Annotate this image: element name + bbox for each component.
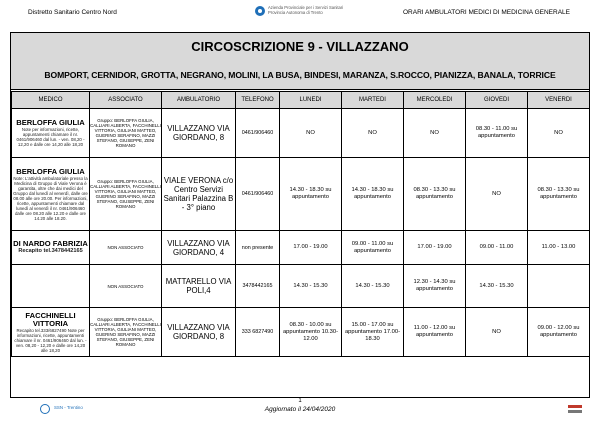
district-name: Distretto Sanitario Centro Nord [28, 9, 117, 16]
giovedi-cell: 09.00 - 11.00 [466, 231, 528, 265]
telefono-cell: 3478442165 [236, 265, 280, 308]
venerdi-cell [528, 265, 590, 308]
martedi-cell: 14.30 - 15.30 [342, 265, 404, 308]
lunedi-cell: 14.30 - 18.30 su appuntamento [280, 158, 342, 231]
lunedi-cell: NO [280, 109, 342, 158]
document-title: ORARI AMBULATORI MEDICI DI MEDICINA GENERALE [403, 9, 570, 16]
district-banner [11, 33, 589, 90]
apss-logo-text: Azienda Provinciale per i Servizi Sanitari Provincia Autonoma di Trento [268, 5, 344, 15]
medico-cell [12, 265, 90, 308]
col-ambulatorio: AMBULATORIO [162, 92, 236, 109]
col-martedi: MARTEDI [342, 92, 404, 109]
col-medico: MEDICO [12, 92, 90, 109]
mercoledi-cell: 12.30 - 14.30 su appuntamento [404, 265, 466, 308]
ambulatorio-cell: MATTARELLO VIA POLI,4 [162, 265, 236, 308]
circoscrizione-title: CIRCOSCRIZIONE 9 - VILLAZZANO [191, 39, 409, 54]
medico-name: BERLOFFA GIULIA [16, 166, 85, 176]
schedule-table [11, 91, 590, 357]
medico-note: Recapito tel.3478442165 [18, 248, 83, 254]
col-venerdi: VENERDI [528, 92, 590, 109]
medico-name: BERLOFFA GIULIA [16, 118, 85, 127]
associato-cell: NON ASSOCIATO [90, 231, 162, 265]
col-associato: ASSOCIATO [90, 92, 162, 109]
venerdi-cell: NO [528, 109, 590, 158]
schedule-sheet [10, 32, 590, 398]
ssn-logo-text: SSN - Trentino [54, 405, 83, 410]
ambulatorio-cell: VILLAZZANO VIA GIORDANO, 8 [162, 109, 236, 158]
giovedi-cell: 14.30 - 15.30 [466, 265, 528, 308]
giovedi-cell: 08.30 - 11.00 su appuntamento [466, 109, 528, 158]
medico-cell [12, 158, 90, 231]
col-telefono: TELEFONO [236, 92, 280, 109]
telefono-cell: non presente [236, 231, 280, 265]
venerdi-cell: 08.30 - 13.30 su appuntamento [528, 158, 590, 231]
giovedi-cell: NO [466, 158, 528, 231]
last-updated: Aggiornato il 24/04/2020 [264, 406, 336, 413]
lunedi-cell: 17.00 - 19.00 [280, 231, 342, 265]
telefono-cell: 0461/906460 [236, 158, 280, 231]
ambulatorio-cell: VILLAZZANO VIA GIORDANO, 8 [162, 308, 236, 357]
medico-cell [12, 231, 90, 265]
medico-name: DI NARDO FABRIZIA [13, 239, 88, 248]
col-mercoledi: MERCOLEDI [404, 92, 466, 109]
associato-cell: Gruppo: BERLOFFA GIULIA, CALLIARI ALBERTA, FACCHINELLI VITTORIA, GIULIANI MATTEO, GUERINO SERAFINO, MAZZI STEFANO, GIUSEPPE, ZENI ROMANO [90, 308, 162, 357]
localities-list: BOMPORT, CERNIDOR, GROTTA, NEGRANO, MOLINI, LA BUSA, BINDESI, MARANZA, S.ROCCO, PIANIZZA, BANALA, TORRICE [44, 70, 556, 80]
telefono-cell: 333 6827490 [236, 308, 280, 357]
lunedi-cell: 14.30 - 15.30 [280, 265, 342, 308]
col-lunedi: LUNEDI [280, 92, 342, 109]
martedi-cell: NO [342, 109, 404, 158]
medico-cell [12, 308, 90, 357]
apss-logo [255, 5, 365, 21]
venerdi-cell: 11.00 - 13.00 [528, 231, 590, 265]
ambulatorio-cell: VIALE VERONA c/o Centro Servizi Sanitari Palazzina B - 3° piano [162, 158, 236, 231]
lunedi-cell: 08.30 - 10.00 su appuntamento 10.30-12.00 [280, 308, 342, 357]
ambulatorio-cell: VILLAZZANO VIA GIORDANO, 4 [162, 231, 236, 265]
mercoledi-cell: 11.00 - 12.00 su appuntamento [404, 308, 466, 357]
table-row [12, 231, 590, 265]
table-header-row [12, 92, 590, 109]
table-row [12, 265, 590, 308]
medico-note: Note per informazioni, ricette, appuntamenti chiamare il nr. 0461/906460 dal lun. - ven. 08,20 - 12,20 e dalle ore 14,20 alle 18,20 [16, 127, 85, 147]
martedi-cell: 15.00 - 17.00 su appuntamento 17.00-18.30 [342, 308, 404, 357]
mercoledi-cell: 17.00 - 19.00 [404, 231, 466, 265]
table-row [12, 308, 590, 357]
table-row [12, 109, 590, 158]
page-number: 1 [298, 398, 302, 404]
giovedi-cell: NO [466, 308, 528, 357]
medico-cell [12, 109, 90, 158]
col-giovedi: GIOVEDI [466, 92, 528, 109]
associato-cell: Gruppo: BERLOFFA GIULIA, CALLIARI ALBERTA, FACCHINELLI VITTORIA, GIULIANI MATTEO, GUERINO SERAFINO, MAZZI STEFANO, GIUSEPPE, ZENI ROMANO [90, 158, 162, 231]
venerdi-cell: 09.00 - 12.00 su appuntamento [528, 308, 590, 357]
martedi-cell: 09.00 - 11.00 su appuntamento [342, 231, 404, 265]
mercoledi-cell: 08.30 - 13.30 su appuntamento [404, 158, 466, 231]
medico-name: FACCHINELLI VITTORIA [25, 310, 76, 328]
mercoledi-cell: NO [404, 109, 466, 158]
telefono-cell: 0461/906460 [236, 109, 280, 158]
martedi-cell: 14.30 - 18.30 su appuntamento [342, 158, 404, 231]
apss-footer-logo-icon [566, 402, 588, 416]
table-row [12, 158, 590, 231]
apss-logo-icon [255, 6, 265, 16]
associato-cell: NON ASSOCIATO [90, 265, 162, 308]
associato-cell: Gruppo: BERLOFFA GIULIA, CALLIARI ALBERTA, FACCHINELLI VITTORIA, GIULIANI MATTEO, GUERINO SERAFINO, MAZZI STEFANO, GIUSEPPE, ZENI ROMANO [90, 109, 162, 158]
medico-note: Note: L'attività ambulatoriale presso la Medicina di Gruppo di Viale Verona è garantita, oltre che dai medici del Gruppo dal lunedì al venerdì, dalle ore 08.00 alle ore 20.00. Per informazioni, ricette, appuntamenti chiamare dal lunedì al venerdì il nr. 0461/906460 dalle ore 08.20 alle 12.20 e dalle ore 14.20 alle 18.20. [13, 175, 88, 221]
medico-note: Recapito tel.333/6827490 Note per informazioni, ricette, appuntamenti chiamare il nr. 0461/906460 dal lun. - ven. 08,20 - 12,20 e dalle ore 14,20 alle 18,20 [14, 327, 87, 353]
